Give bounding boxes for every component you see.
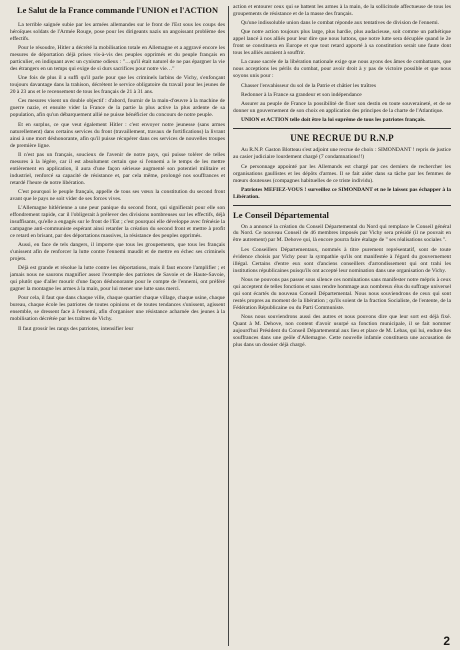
article-paragraph: Ces mesures visent un double objectif : d'abord, fournir de la main-d'œuvre à la machine de guerre nazie, et ensuite vider la France de la partie la plus active la plus ardente de sa population, afin qu'un débarquement allié ne puisse bénéficier du concours de notre peuple. (10, 98, 225, 119)
article-paragraph: Les Conseillers Départementaux, nommés à titre purement représentatif, sont de toute évidence choisis par Vichy pour la sympathie qu'ils ont manifestée à l'égard du gouvernement illégal. Certains d'entre eux sont d'anciens conseillers d'arrondissement qui ont trahi les institutions républicaines puisqu'ils ont accepté leur nomination dans une organisation de Vichy. (233, 246, 451, 274)
conseil-heading: Le Conseil Départemental (233, 209, 329, 220)
article-paragraph: Nous ne pouvons pas passer sous silence ces nominations sans manifester notre mépris à ceux qui acceptent de telles fonctions et sans rendre hommage aux nombreux élus du suffrage universel qui sont écartés du nouveau Conseil Départemental. Nous nous souviendrons de ceux qui sont restés propres au moment de la libération ; qu'ils soient de la fraction Socialiste, de l'entente, de la Fédération Républicaine ou du Parti Communiste. (233, 276, 451, 311)
article-paragraph: Et en surplus, ce que veut également Hitler : c'est envoyer notre jeunesse (sans armes naturellement) dans certains services du front (travaillement, travaux de fortifications) la livrant ainsi à une mort déshonorante, afin qu'il puisse récupérer dans ces services de nouvelles troupes de première ligne. (10, 121, 225, 149)
page-number: 2 (443, 634, 450, 648)
article-paragraph: Au R.N.P. Gaston Blotteau s'est adjoint une recrue de choix : SIMONDANT ! repris de justice au casier judiciaire lourdement chargé (7 condamnations!!) (233, 147, 451, 161)
article-paragraph: Il n'est pas un français, soucieux de l'avenir de notre pays, qui puisse tolérer de telles mesures à la légère, car il est absolument certain que si l'ennemi a le temps de les mettre entièrement en application, il aura d'une façon sérieuse augmenté son potentiel militaire et industriel, renforcé sa capacité de résistance et, par cela même, prolongé nos souffrances et retardé l'heure de notre libération. (10, 151, 225, 186)
article-paragraph: La cause sacrée de la libération nationale exige que nous ayons des âmes de combattants, que nous acceptions les périls du combat, pour avoir droit à y pas de victoire possible et que nous soyons unis pour : (233, 59, 451, 80)
article-paragraph: Qu'une indissoluble union dans le combat réponde aux tentatives de division de l'ennemi. (241, 20, 440, 27)
article-paragraph: Nous nous souviendrons aussi des autres et nous pouvons dire que leur sort est déjà fixé. Quant à M. Dehove, non content d'avoir usurpé sa fonction municipale, il se fait nommer aujourd'hui Président du Conseil Départemental aux lieu et place de M. Lebas, qui lui, endure des souffrances dans une geôle d'Allemagne. Cette nouvelle infamie constituera une accusation de plus dans un dossier déjà chargé. (233, 313, 451, 348)
slogan-line: Assurer au peuple de France la possibilité de fixer son destin en toute souveraineté, et de se donner un gouvernement de son choix en application des principes de la charte de l'Atlantique. (233, 100, 451, 114)
article-paragraph: action et entourer ceux qui se battent les armes à la main, de la sollicitude affectueuse de tous les groupements de résistance et de la masse des français. (233, 4, 451, 17)
article-paragraph: L'Allemagne hitlérienne a une peur panique du second front, qui signifierait pour elle son effondrement rapide, car il l'obligerait à prélever des divisions nombreuses sur les effectifs, déjà insuffisants, qu'elle a engagés sur le front de l'Est ; c'est pourquoi elle développe avec frénésie la campagne anti-communiste espérant ainsi retarder la création du second front et mettre à profit ce retard en brisant, par des déportations massives, la résistance des peuples opprimés. (10, 205, 225, 239)
article-paragraph: Il faut grossir les rangs des patriotes, intensifier leur (18, 325, 134, 332)
article-paragraph: On a annoncé la création du Conseil Départemental du Nord qui remplace le Conseil général du Nord. Ce nouveau Conseil de 46 membres imposés par Vichy sera présidé (il ne pouvait en être autrement) par M. Dehove qui, là encore pourra faire étalage de " ses réalisations sociales ". (233, 223, 451, 244)
article-paragraph: Ce personnage appointé par les Allemands est chargé par ces derniers de rechercher les organisations gaullistes et les dépôts d'armes. Il se fait aider dans sa tâche par les femmes de mœurs douteuses (compagnes habituelles de ce triste individu). (233, 163, 451, 184)
article-paragraph: Pour cela, il faut que dans chaque ville, chaque quartier chaque village, chaque usine, chaque bureau, chaque école les patriotes de toutes opinions et de toutes tendances s'unissent, agissent ensemble, se dressent face à l'ennemi, afin d'organiser une résistance acharnée des jeunes à la mobilisation décrétée par les traîtres de Vichy. (10, 295, 225, 323)
warning-paragraph: Patriotes MEFIEZ-VOUS ! surveillez ce SIMONDANT et ne le laissez pas échapper à la Libération. (233, 186, 451, 200)
column-divider (228, 6, 229, 646)
article-paragraph: C'est pourquoi le peuple français, appelle de tous ses vœux la constitution du second front avant que le pays ne soit vider de ses forces vives. (10, 188, 225, 202)
slogan-line: Redonner à la France sa grandeur et son indépendance (241, 91, 362, 98)
article-paragraph: La terrible saignée subie par les armées allemandes sur le front de l'Est sous les coups des héroïques soldats de l'Armée Rouge, pose pour les dirigeants nazis un angoissant problème des effectifs. (10, 22, 225, 43)
article-paragraph: Que notre action toujours plus large, plus hardie, plus audacieuse, soit comme un pathétique appel lancé à nos alliés pour leur dire que nous luttons, que notre lutte sera décuplée quand le 2e front se constituera en Europe et que tout retard apporté à sa constitution serait une faute dont tous les alliés auraient à souffrir. (233, 29, 451, 57)
slogan-line: Chasser l'envahisseur du sol de la Patrie et châtier les traîtres (241, 82, 377, 89)
article-paragraph: Aussi, en face de tels dangers, il importe que tous les groupements, que tous les français s'unissent afin de renforcer la lutte contre l'ennemi maudit et de mettre en échec ses criminels projets. (10, 242, 225, 263)
section-rule (233, 128, 451, 129)
closing-slogan: UNION et ACTION telle doit être la loi suprême de tous les patriotes français. (241, 117, 426, 124)
article-paragraph: Pour le résoudre, Hitler a décrété la mobilisation totale en Allemagne et a aggravé encore les mesures de déportation déjà prises vis-à-vis des peuples opprimés et du peuple français en particulier, en indiquant avec un cynisme odieux : "…qu'il était naturel de ne pas épargner la vie des étrangers en un temps qui exige de si durs sacrifices pour notre vie…" (10, 45, 225, 73)
right-column (233, 4, 451, 650)
left-column (10, 4, 225, 650)
rnp-heading: UNE RECRUE DU R.N.P (290, 133, 394, 144)
article-paragraph: Déjà est grande et résolue la lutte contre les déportations, mais il faut encore l'amplifier ; et jamais nous ne saurons magnifier assez l'exemple des patriotes de Savoie et de Haute-Savoie, qui plutôt que d'aller mourir d'une façon déshonorante pour le compte de l'ennemi, ont préféré gagner la montagne les armes à la main, pour lui mener une lutte sans merci. (10, 265, 225, 293)
section-rule (233, 205, 451, 206)
article-title: Le Salut de la France commande l'UNION et l'ACTION (17, 6, 218, 15)
article-paragraph: Une fois de plus il a suffi qu'il parle pour que les criminels larbins de Vichy, s'enfonçant toujours davantage dans la trahison, décrètent le service obligatoire du travail pour les jeunes de 20 à 23 ans et le recensement de tous les français de 21 à 31 ans. (10, 75, 225, 96)
